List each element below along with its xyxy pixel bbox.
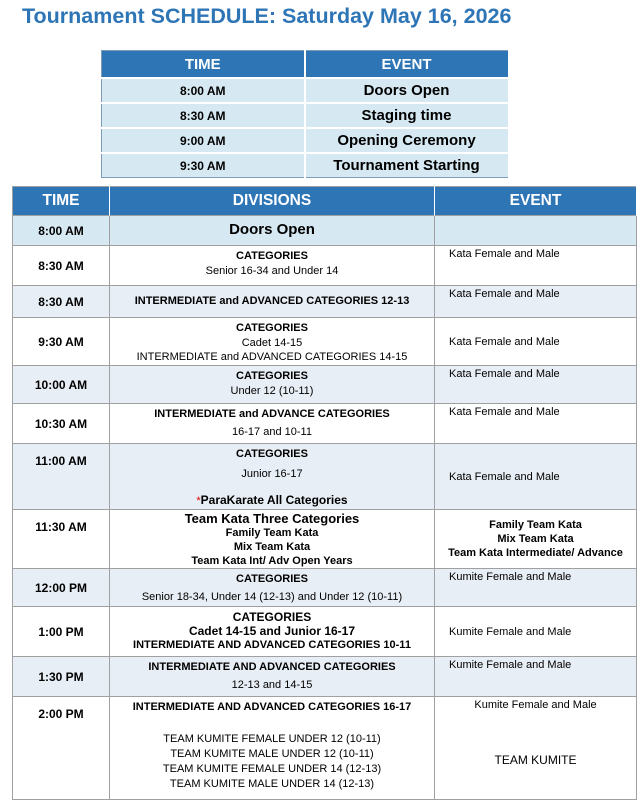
schedule-table [12, 186, 637, 800]
time-cell: 10:00 AM [13, 366, 110, 404]
division-line: 12-13 and 14-15 [231, 679, 313, 691]
division-line: INTERMEDIATE AND ADVANCED CATEGORIES 10-11 [133, 639, 411, 651]
table-row [102, 78, 509, 103]
division-line: CATEGORIES [232, 610, 312, 624]
summary-time-header: TIME [102, 51, 305, 79]
event-line: Team Kata Intermediate/ Advance [448, 547, 623, 559]
divisions-cell [110, 216, 435, 246]
table-row [13, 366, 637, 404]
division-line: Doors Open [229, 221, 315, 238]
event-cell: Kumite Female and Male [435, 607, 637, 657]
division-line: Team Kata Three Categories [184, 511, 360, 526]
divisions-cell [110, 657, 435, 697]
divisions-cell [110, 569, 435, 607]
division-line: Family Team Kata [225, 527, 319, 539]
summary-header-row [102, 51, 509, 79]
event-cell: Kata Female and Male [435, 404, 637, 444]
division-line: CATEGORIES [236, 448, 308, 460]
divisions-cell [110, 246, 435, 286]
event-cell: Kata Female and Male [435, 286, 637, 318]
event-line: TEAM KUMITE [494, 753, 577, 767]
divisions-cell [110, 404, 435, 444]
division-line: Cadet 14-15 [241, 337, 303, 349]
time-column-header: TIME [13, 187, 110, 216]
schedule-header-row [13, 187, 637, 216]
time-cell: 12:00 PM [13, 569, 110, 607]
table-row [102, 128, 509, 153]
event-cell [435, 697, 637, 800]
table-row [13, 216, 637, 246]
division-line: Senior 18-34, Under 14 (12-13) and Under 12 (10-11) [141, 591, 403, 603]
division-line: INTERMEDIATE AND ADVANCED CATEGORIES [148, 661, 396, 673]
table-row [13, 607, 637, 657]
division-line: Under 12 (10-11) [230, 385, 314, 397]
divisions-column-header: DIVISIONS [110, 187, 435, 216]
table-row [13, 510, 637, 569]
division-line [110, 493, 434, 509]
division-line: 16-17 and 10-11 [232, 426, 312, 438]
event-cell [435, 510, 637, 569]
division-line: Mix Team Kata [233, 541, 311, 553]
division-line: CATEGORIES [236, 250, 308, 262]
time-cell: 2:00 PM [13, 697, 110, 800]
event-line: Mix Team Kata [497, 533, 574, 545]
divisions-cell [110, 697, 435, 800]
division-line: INTERMEDIATE and ADVANCED CATEGORIES 14-15 [136, 351, 408, 363]
time-cell: 11:30 AM [13, 510, 110, 569]
table-row [13, 697, 637, 800]
division-line: Junior 16-17 [241, 468, 303, 480]
division-line: Team Kata Int/ Adv Open Years [191, 555, 353, 567]
time-cell: 8:00 AM [13, 216, 110, 246]
summary-time-cell: 9:00 AM [102, 128, 305, 153]
summary-event-cell: Tournament Starting [305, 153, 509, 178]
table-row [13, 318, 637, 366]
time-cell: 10:30 AM [13, 404, 110, 444]
division-line: INTERMEDIATE AND ADVANCED CATEGORIES 16-17 [132, 701, 412, 713]
division-line: TEAM KUMITE MALE UNDER 14 (12-13) [169, 778, 375, 790]
divisions-cell [110, 286, 435, 318]
time-cell: 8:30 AM [13, 286, 110, 318]
division-line: CATEGORIES [236, 322, 308, 334]
page-title: Tournament SCHEDULE: Saturday May 16, 2026 [22, 4, 512, 28]
summary-event-cell: Opening Ceremony [305, 128, 509, 153]
table-row [102, 103, 509, 128]
event-cell: Kumite Female and Male [435, 657, 637, 697]
event-cell: Kata Female and Male [435, 318, 637, 366]
event-line: Kumite Female and Male [474, 699, 597, 711]
division-line: TEAM KUMITE FEMALE UNDER 12 (10-11) [163, 733, 381, 745]
division-line: INTERMEDIATE and ADVANCE CATEGORIES [154, 408, 390, 420]
event-cell: Kata Female and Male [435, 366, 637, 404]
table-row [13, 569, 637, 607]
table-row [13, 404, 637, 444]
event-cell: Kumite Female and Male [435, 569, 637, 607]
event-column-header: EVENT [435, 187, 637, 216]
event-cell [435, 216, 637, 246]
divisions-cell [110, 607, 435, 657]
summary-time-cell: 8:30 AM [102, 103, 305, 128]
summary-event-cell: Staging time [305, 103, 509, 128]
table-row [13, 246, 637, 286]
time-cell: 1:30 PM [13, 657, 110, 697]
event-cell: Kata Female and Male [435, 444, 637, 510]
division-line: TEAM KUMITE FEMALE UNDER 14 (12-13) [162, 763, 382, 775]
summary-table [101, 50, 510, 178]
table-row [13, 286, 637, 318]
division-line: INTERMEDIATE and ADVANCED CATEGORIES 12-13 [134, 295, 410, 307]
division-line: Cadet 14-15 and Junior 16-17 [188, 624, 356, 638]
table-row [13, 444, 637, 510]
time-cell: 11:00 AM [13, 444, 110, 510]
table-row [13, 657, 637, 697]
time-cell: 9:30 AM [13, 318, 110, 366]
division-line: TEAM KUMITE MALE UNDER 12 (10-11) [170, 748, 374, 760]
division-line: CATEGORIES [236, 573, 308, 585]
parakarate-label: ParaKarate All Categories [200, 493, 348, 507]
divisions-cell [110, 318, 435, 366]
division-line: CATEGORIES [236, 370, 308, 382]
divisions-cell [110, 444, 435, 510]
divisions-cell [110, 366, 435, 404]
time-cell: 8:30 AM [13, 246, 110, 286]
divisions-cell [110, 510, 435, 569]
event-cell: Kata Female and Male [435, 246, 637, 286]
table-row [102, 153, 509, 178]
summary-time-cell: 8:00 AM [102, 78, 305, 103]
time-cell: 1:00 PM [13, 607, 110, 657]
summary-event-header: EVENT [305, 51, 509, 79]
division-line: Senior 16-34 and Under 14 [205, 265, 339, 277]
event-line: Family Team Kata [489, 519, 582, 531]
summary-event-cell: Doors Open [305, 78, 509, 103]
summary-time-cell: 9:30 AM [102, 153, 305, 178]
asterisk-mark: * [196, 495, 201, 507]
